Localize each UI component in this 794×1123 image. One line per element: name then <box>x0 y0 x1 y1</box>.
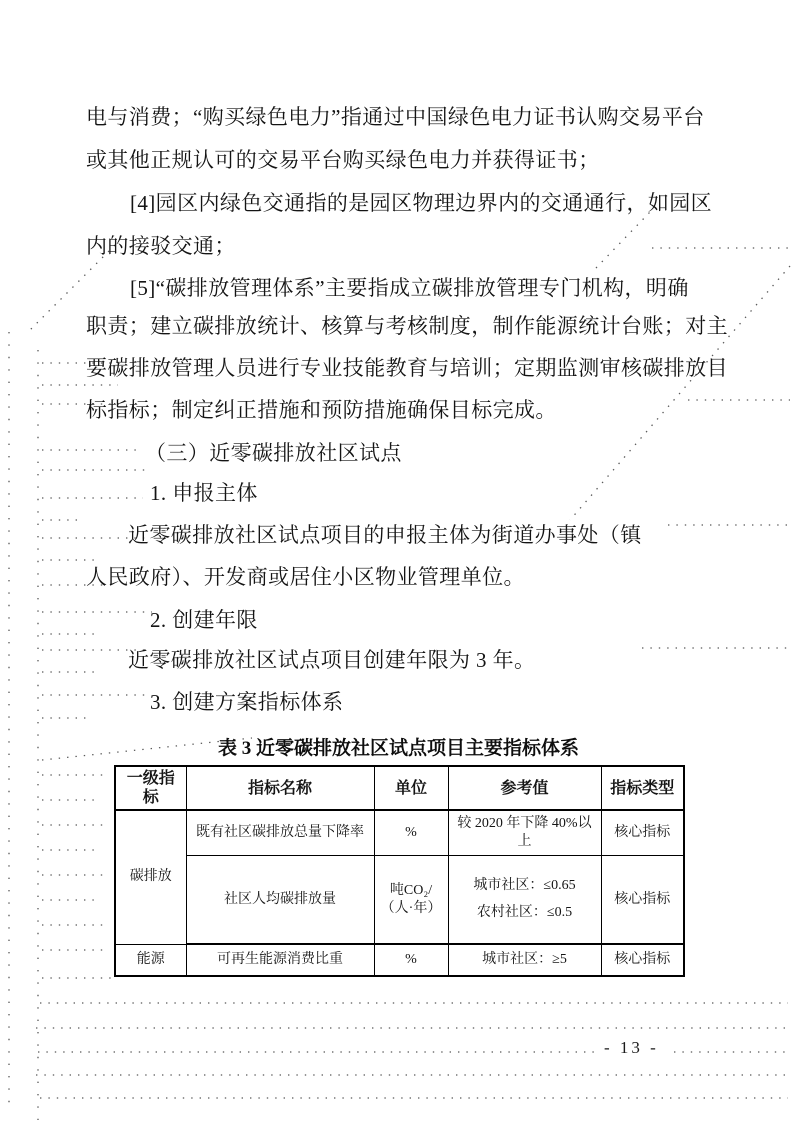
header-type: 指标类型 <box>601 766 684 810</box>
cell-unit-r3: % <box>374 944 448 976</box>
table-header-row <box>115 766 684 810</box>
body-line-5: [5]“碳排放管理体系”主要指成立碳排放管理专门机构，明确 <box>130 276 689 300</box>
body-line-3: [4]园区内绿色交通指的是园区物理边界内的交通通行，如园区 <box>130 191 713 215</box>
page-number: - 13 - <box>604 1038 659 1057</box>
table-caption: 表 3 近零碳排放社区试点项目主要指标体系 <box>217 738 579 759</box>
body-line-4: 内的接驳交通； <box>86 234 236 258</box>
body-line-6: 职责；建立碳排放统计、核算与考核制度，制作能源统计台账；对主 <box>86 314 728 338</box>
body-line-2: 或其他正规认可的交易平台购买绿色电力并获得证书； <box>86 148 600 172</box>
header-reference: 参考值 <box>448 766 601 810</box>
cell-level1-carbon: 碳排放 <box>115 810 186 944</box>
subsection-2-heading: 2. 创建年限 <box>150 608 258 632</box>
body-line-11: 近零碳排放社区试点项目的申报主体为街道办事处（镇 <box>128 523 642 547</box>
table-row <box>115 810 684 856</box>
cell-type-r3: 核心指标 <box>601 944 684 976</box>
body-line-8: 标指标；制定纠正措施和预防措施确保目标完成。 <box>86 398 557 422</box>
body-line-14: 近零碳排放社区试点项目创建年限为 3 年。 <box>128 648 536 672</box>
section-heading-3: （三）近零碳排放社区试点 <box>145 441 402 465</box>
reference-urban: 城市社区：≤0.65 <box>473 878 576 893</box>
cell-unit-r2: 吨CO₂/（人·年） <box>374 856 448 945</box>
indicator-table <box>114 765 685 977</box>
subsection-1-heading: 1. 申报主体 <box>150 481 258 505</box>
header-level1: 一级指标 <box>115 766 186 810</box>
cell-reference-r3: 城市社区：≥5 <box>448 944 601 976</box>
table-row <box>115 856 684 945</box>
cell-reference-r2 <box>448 856 601 945</box>
cell-unit-r1: % <box>374 810 448 856</box>
header-indicator: 指标名称 <box>186 766 374 810</box>
cell-reference-r1: 较 2020 年下降 40%以上 <box>448 810 601 856</box>
body-line-12: 人民政府）、开发商或居住小区物业管理单位。 <box>86 565 525 589</box>
header-unit: 单位 <box>374 766 448 810</box>
subsection-3-heading: 3. 创建方案指标体系 <box>150 690 344 714</box>
reference-rural: 农村社区：≤0.5 <box>476 905 573 920</box>
cell-type-r2: 核心指标 <box>601 856 684 945</box>
body-line-1: 电与消费；“购买绿色电力”指通过中国绿色电力证书认购交易平台 <box>86 105 705 129</box>
body-line-7: 要碳排放管理人员进行专业技能教育与培训；定期监测审核碳排放目 <box>86 356 728 380</box>
cell-indicator-r1: 既有社区碳排放总量下降率 <box>186 810 374 856</box>
cell-type-r1: 核心指标 <box>601 810 684 856</box>
cell-indicator-r2: 社区人均碳排放量 <box>186 856 374 945</box>
table-row <box>115 944 684 976</box>
cell-level1-energy: 能源 <box>115 944 186 976</box>
cell-indicator-r3: 可再生能源消费比重 <box>186 944 374 976</box>
